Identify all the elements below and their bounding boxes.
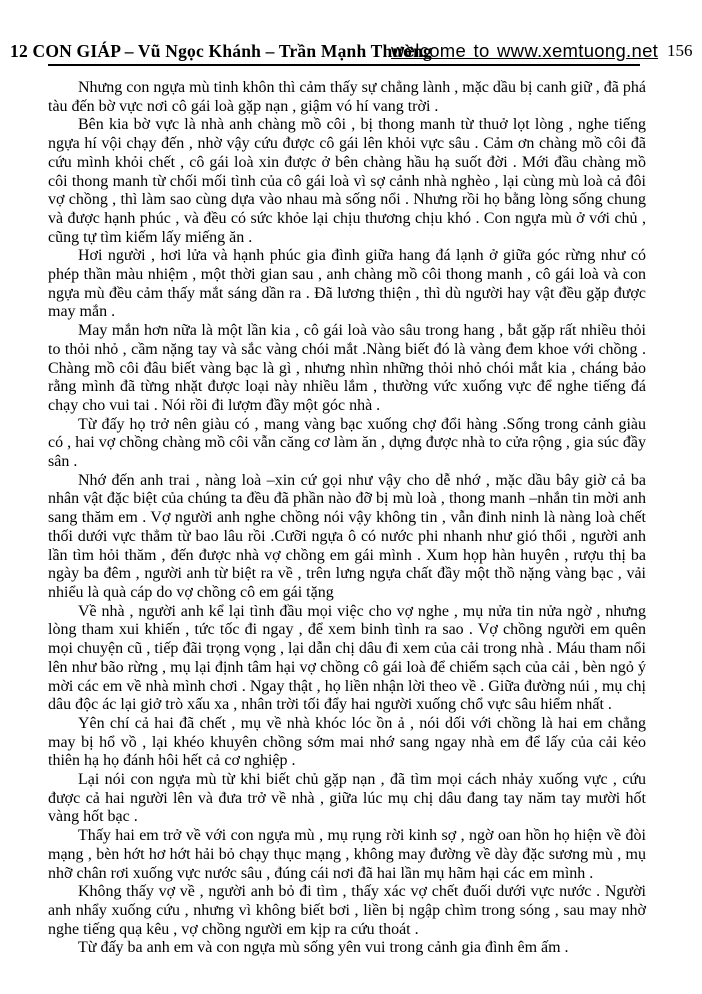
paragraph: Lại nói con ngựa mù từ khi biết chủ gặp nạn , đã tìm mọi cách nhảy xuống vực , cứu được cả hai người lên và đưa trở về nhà , giữa lúc mụ chị dâu đang tay năm tay mười hốt vàng hốt bạc . <box>48 771 646 826</box>
paragraph: Từ đấy họ trở nên giàu có , mang vàng bạc xuống chợ đổi hàng .Sống trong cảnh giàu có , hai vợ chồng chàng mồ côi vẫn căng cơ làm ăn , dựng được nhà to cửa rộng , gia súc đầy sân . <box>48 415 646 471</box>
paragraph: Không thấy vợ về , người anh bỏ đi tìm , thấy xác vợ chết đuối dưới vực nước . Người anh nhẩy xuống cứu , nhưng vì không biết bơi , liền bị ngập chìm trong sóng , sau may nhờ nghe tiếng quạ kêu , vợ chồng người em kịp ra cứu thoát . <box>48 883 646 938</box>
paragraph: Về nhà , người anh kể lại tình đầu mọi việc cho vợ nghe , mụ nửa tin nửa ngờ , nhưng lòng tham xui khiến , tức tốc đi ngay , để xem binh tình ra sao . Vợ chồng người em quên mọi chuyện cũ , tiếp đãi trọng vọng , lại dẫn chị dâu đi xem của cải trong nhà . Máu tham nổi lên như bão rừng , mụ lại định tâm hại vợ chồng cô gái loà để chiếm sạch của cải , bèn ngỏ ý mời các em về nhà mình chơi . Ngay thật , họ liền nhận lời theo về . Giữa đường núi , mụ chị dâu độc ác lại giở trò xấu xa , nhân trời tối đẩy hai người xuống chổ vực sâu hiểm nhất . <box>48 602 646 714</box>
book-header-title: 12 CON GIÁP – Vũ Ngọc Khánh – Trần Mạnh Thường <box>10 41 432 61</box>
page-number: 156 <box>667 41 693 60</box>
paragraph: May mắn hơn nữa là một lần kia , cô gái loà vào sâu trong hang , bắt gặp rất nhiều thỏi to thỏi nhỏ , cầm nặng tay và sắc vàng chói mắt .Nàng biết đó là vàng đem khoe với chồng . Chàng mồ côi đâu biết vàng bạc là gì , nhưng nhìn những thỏi nhỏ chói mắt kia , cháng bảo rằng mình đã từng nhặt được loại này nhiều lắm , thường vức xuống vực để nghe tiếng đá chạy cho vui tai . Nói rồi đi lượm đầy một góc nhà . <box>48 322 646 414</box>
website-link[interactable]: welcome to www.xemtuong.net <box>391 40 659 61</box>
paragraph: Thấy hai em trở về với con ngựa mù , mụ rụng rời kinh sợ , ngờ oan hồn họ hiện về đòi mạng , bèn hớt hơ hớt hải bỏ chạy thục mạng , không may đường về dày đặc sương mù , mụ nhỡ chân rơi xuống vực nước sâu , đúng cái nơi đã hai lần mụ hãm hại các em mình . <box>48 827 646 882</box>
paragraph: Từ đấy ba anh em và con ngựa mù sống yên vui trong cảnh gia đình êm ấm . <box>78 939 569 957</box>
paragraph: Nhưng con ngựa mù tinh khôn thì cảm thấy sự chẳng lành , mặc dầu bị canh giữ , đã phá tàu đến bờ vực nơi cô gái loà gặp nạn , giậm vó hí vang trời . <box>48 79 646 115</box>
header-divider <box>48 64 640 66</box>
paragraph: Nhớ đến anh trai , nàng loà –xin cứ gọi như vậy cho dễ nhớ , mặc dầu bây giờ cả ba nhân vật đặc biệt của chúng ta đều đã phần nào đỡ bị mù loà , thong manh –nhắn tin mời anh sang thăm em . Vợ người anh nghe chồng nói vậy không tin , vẫn đinh ninh là nàng loà chết thối dưới vực thẳm từ bao lâu rồi .Cưỡi ngựa ô có nước phi nhanh như gió thổi , người anh lần tìm hỏi thăm , đến được nhà vợ chồng em gái mình . Xum họp hàn huyên , rượu thị ba ngày ba đêm , người anh từ biệt ra về , trên lưng ngựa chất đầy một thồ nặng vàng bạc , vải nhiểu là quà cáp do vợ chồng cô em gái tặng <box>48 471 646 601</box>
story-body <box>48 79 646 958</box>
paragraph: Yên chí cả hai đã chết , mụ về nhà khóc lóc ồn ả , nói dối với chồng là hai em chẳng may bị hổ vồ , lại khéo khuyên chồng sớm mai nhớ sang ngay nhà em để lấy của cải kẻo thiên hạ họ đánh hôi hết cả cơ nghiệp . <box>48 714 646 770</box>
paragraph: Hơi người , hơi lửa và hạnh phúc gia đình giữa hang đá lạnh ở giữa góc rừng như có phép thần màu nhiệm , một thời gian sau , anh chàng mồ côi thong manh , cô gái loà và con ngựa mù đều cảm thấy mắt sáng dần ra . Đã lương thiện , thì dù người hay vật đều gặp được may mắn . <box>48 247 646 321</box>
paragraph: Bên kia bờ vực là nhà anh chàng mồ côi , bị thong manh từ thuở lọt lòng , nghe tiếng ngựa hí vội chạy đến , nhờ vậy cứu được cô gái lên khỏi vực sâu . Cảm ơn chàng mồ côi đã cứu mình khỏi chết , cô gái loà xin được ở bên chàng hầu hạ suốt đời . Mới đầu chàng mồ côi thong manh từ chối mối tình của cô gái loà vì sợ cảnh nhà nghèo , lại cùng mù loà cả đôi vợ chồng , thì làm sao cùng dựa vào nhau mà sống nổi . Nhưng rồi họ bằng lòng sống chung và được hạnh phúc , và đều có sức khỏe lại chịu thương chịu khó . Con ngựa mù ở với chủ , cũng tự tìm kiếm lấy miếng ăn . <box>48 116 646 246</box>
